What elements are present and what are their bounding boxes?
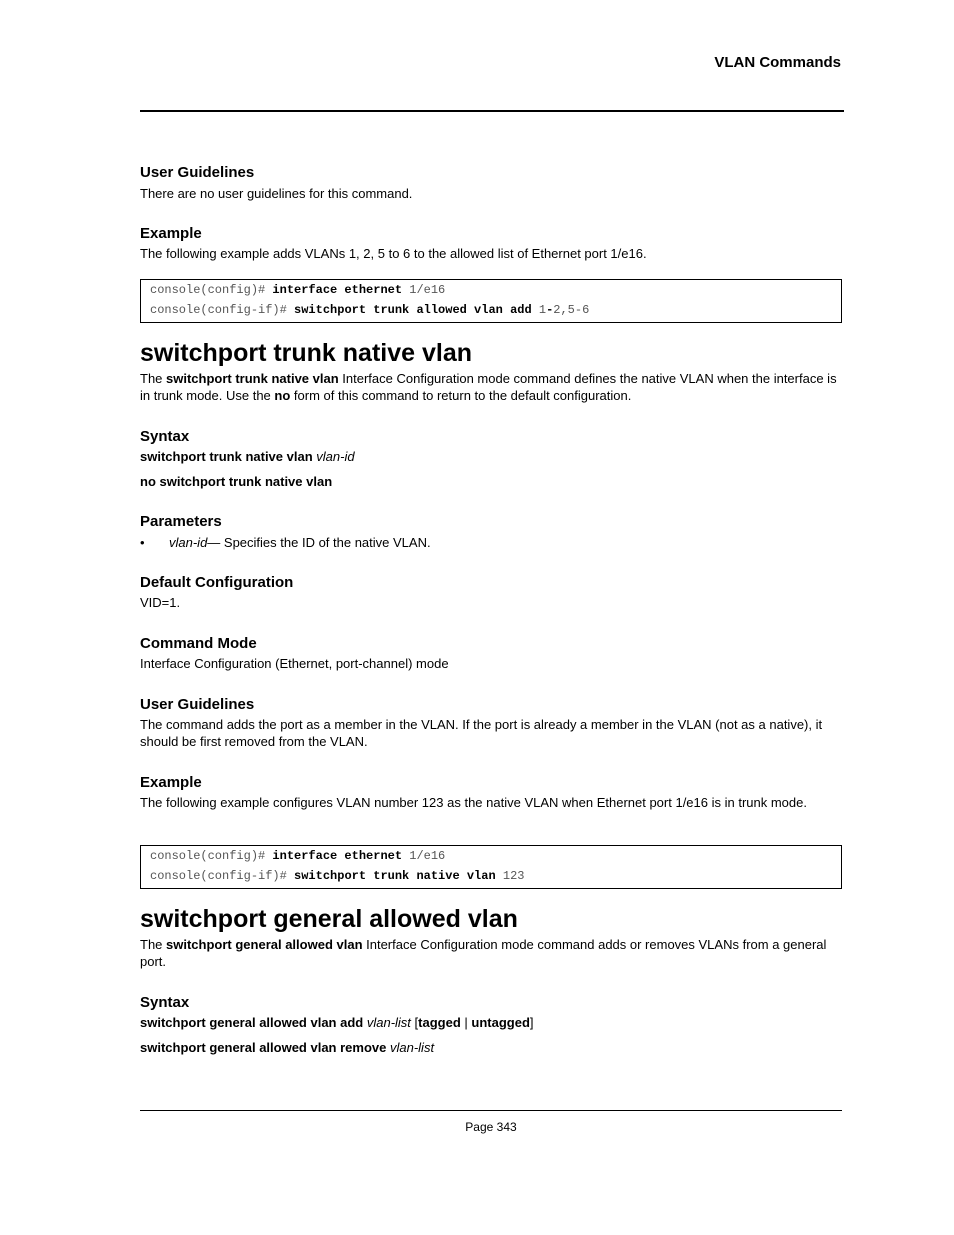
header-divider [140, 110, 844, 112]
footer-divider [140, 1110, 842, 1111]
example-text: The following example configures VLAN number 123 as the native VLAN when Ethernet port 1/e16 is in trunk mode. [140, 795, 807, 810]
code-command: interface ethernet [272, 283, 403, 297]
user-guidelines-text: The command adds the port as a member in the VLAN. If the port is already a member in the VLAN (not as a native), it should be first removed from the VLAN. [140, 717, 823, 749]
intro-text: Interface Configuration mode command adds or removes VLANs from a general port. [140, 937, 827, 969]
code-command: interface ethernet [272, 849, 403, 863]
syntax-command: switchport general allowed vlan remove [140, 1040, 387, 1055]
syntax-heading: Syntax [140, 994, 190, 1011]
code-dash: - [546, 303, 554, 317]
code-block [140, 845, 842, 889]
code-line [150, 282, 445, 298]
intro-command: switchport trunk native vlan [166, 371, 339, 386]
command-mode-text: Interface Configuration (Ethernet, port-channel) mode [140, 656, 449, 671]
intro-text: The [140, 937, 167, 952]
intro-command: switchport general allowed vlan [166, 937, 363, 952]
section-title-general-allowed-vlan: switchport general allowed vlan [140, 905, 518, 933]
syntax-parameter: vlan-list [366, 1015, 411, 1030]
code-prompt: console(config)# [150, 849, 273, 863]
user-guidelines-heading: User Guidelines [140, 164, 255, 181]
syntax-keyword-untagged: untagged [471, 1015, 530, 1030]
code-prompt: console(config-if)# [150, 869, 295, 883]
syntax-separator: | [460, 1015, 472, 1030]
syntax-command: switchport general allowed vlan add [140, 1015, 364, 1030]
user-guidelines-text: There are no user guidelines for this command. [140, 186, 413, 201]
section-title-trunk-native-vlan: switchport trunk native vlan [140, 339, 473, 367]
code-line [150, 868, 524, 884]
example-text: The following example adds VLANs 1, 2, 5 to 6 to the allowed list of Ethernet port 1/e16. [140, 246, 647, 261]
code-block [140, 279, 842, 323]
example-heading: Example [140, 225, 202, 242]
intro-text: Interface Configuration mode command defines the native VLAN when the interface is in trunk mode. Use the [140, 371, 837, 403]
section-intro [140, 370, 842, 404]
code-command: switchport trunk native vlan [294, 869, 496, 883]
syntax-line [140, 448, 842, 465]
running-header: VLAN Commands [714, 54, 841, 71]
parameter-name: vlan-id [169, 535, 208, 550]
code-prompt: console(config-if)# [150, 303, 295, 317]
syntax-command: no switchport trunk native vlan [140, 474, 333, 489]
code-argument: 123 [495, 869, 525, 883]
syntax-heading: Syntax [140, 428, 190, 445]
parameter-description: — Specifies the ID of the native VLAN. [207, 535, 431, 550]
code-argument: 2,5-6 [553, 303, 590, 317]
user-guidelines-heading: User Guidelines [140, 696, 255, 713]
parameters-heading: Parameters [140, 513, 222, 530]
section-intro [140, 936, 842, 970]
code-argument: 1/e16 [402, 849, 446, 863]
code-argument: 1/e16 [402, 283, 446, 297]
syntax-command: switchport trunk native vlan [140, 449, 313, 464]
syntax-line [140, 1039, 842, 1056]
intro-text: The [140, 371, 167, 386]
syntax-parameter: vlan-id [316, 449, 355, 464]
example-heading: Example [140, 774, 202, 791]
bullet-marker: • [140, 535, 145, 550]
code-line [150, 848, 445, 864]
syntax-keyword-tagged: tagged [418, 1015, 461, 1030]
code-line [150, 302, 589, 318]
parameter-item [169, 534, 431, 551]
syntax-parameter: vlan-list [389, 1040, 435, 1055]
syntax-bracket: ] [529, 1015, 534, 1030]
page-number: Page 343 [465, 1120, 517, 1134]
intro-no-keyword: no [274, 388, 291, 403]
default-configuration-heading: Default Configuration [140, 574, 294, 591]
code-command: switchport trunk allowed vlan add [294, 303, 532, 317]
syntax-line [140, 1014, 842, 1031]
command-mode-heading: Command Mode [140, 635, 257, 652]
syntax-bracket: [ [414, 1015, 419, 1030]
default-configuration-text: VID=1. [140, 595, 181, 610]
code-argument: 1 [531, 303, 547, 317]
intro-text: form of this command to return to the default configuration. [290, 388, 632, 403]
code-prompt: console(config)# [150, 283, 273, 297]
syntax-line [140, 473, 842, 490]
